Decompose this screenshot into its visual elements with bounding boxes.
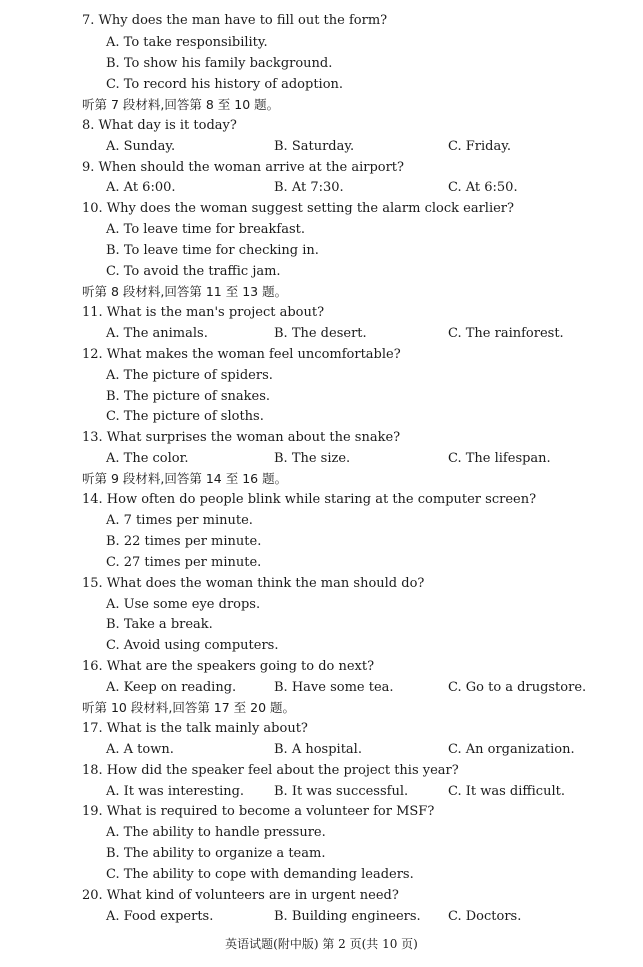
option-17b: B. A hospital. [274, 742, 362, 757]
section-heading-10: 听第 10 段材料,回答第 17 至 20 题。 [82, 700, 296, 715]
option-18b: B. It was successful. [274, 784, 409, 799]
section-heading-7: 听第 7 段材料,回答第 8 至 10 题。 [82, 97, 280, 112]
option-13c: C. The lifespan. [448, 451, 551, 466]
option-13b: B. The size. [274, 451, 351, 466]
question-13: 13. What surprises the woman about the snake? [82, 430, 401, 445]
option-16c: C. Go to a drugstore. [448, 680, 587, 695]
question-11: 11. What is the man's project about? [82, 305, 325, 320]
option-15b: B. Take a break. [106, 617, 213, 632]
option-20c: C. Doctors. [448, 909, 522, 924]
section-heading-8: 听第 8 段材料,回答第 11 至 13 题。 [82, 284, 288, 299]
option-10c: C. To avoid the traffic jam. [106, 264, 281, 279]
question-10: 10. Why does the woman suggest setting the alarm clock earlier? [82, 201, 514, 216]
option-19a: A. The ability to handle pressure. [106, 825, 326, 840]
option-14a: A. 7 times per minute. [106, 513, 253, 528]
option-19c: C. The ability to cope with demanding leaders. [106, 867, 414, 882]
question-9: 9. When should the woman arrive at the airport? [82, 160, 404, 175]
section-heading-9: 听第 9 段材料,回答第 14 至 16 题。 [82, 471, 288, 486]
question-12: 12. What makes the woman feel uncomfortable? [82, 347, 401, 362]
question-8: 8. What day is it today? [82, 118, 237, 133]
option-8c: C. Friday. [448, 139, 511, 154]
option-13a: A. The color. [106, 451, 189, 466]
question-17: 17. What is the talk mainly about? [82, 721, 308, 736]
option-12b: B. The picture of snakes. [106, 389, 271, 404]
option-18a: A. It was interesting. [106, 784, 245, 799]
option-17c: C. An organization. [448, 742, 575, 757]
option-19b: B. The ability to organize a team. [106, 846, 326, 861]
option-7a: A. To take responsibility. [106, 35, 268, 50]
option-12c: C. The picture of sloths. [106, 409, 264, 424]
option-9a: A. At 6:00. [106, 180, 176, 195]
option-20b: B. Building engineers. [274, 909, 421, 924]
option-17a: A. A town. [106, 742, 174, 757]
option-10b: B. To leave time for checking in. [106, 243, 319, 258]
option-20a: A. Food experts. [106, 909, 214, 924]
option-18c: C. It was difficult. [448, 784, 565, 799]
option-11b: B. The desert. [274, 326, 367, 341]
option-14b: B. 22 times per minute. [106, 534, 262, 549]
option-7b: B. To show his family background. [106, 56, 333, 71]
option-15c: C. Avoid using computers. [106, 638, 279, 653]
question-16: 16. What are the speakers going to do next? [82, 659, 375, 674]
option-12a: A. The picture of spiders. [106, 368, 273, 383]
option-7c: C. To record his history of adoption. [106, 77, 344, 92]
question-18: 18. How did the speaker feel about the project this year? [82, 763, 459, 778]
option-9c: C. At 6:50. [448, 180, 518, 195]
question-15: 15. What does the woman think the man should do? [82, 576, 425, 591]
option-11a: A. The animals. [106, 326, 208, 341]
option-10a: A. To leave time for breakfast. [106, 222, 306, 237]
option-8b: B. Saturday. [274, 139, 355, 154]
option-11c: C. The rainforest. [448, 326, 564, 341]
option-9b: B. At 7:30. [274, 180, 344, 195]
question-19: 19. What is required to become a volunteer for MSF? [82, 804, 435, 819]
question-7: 7. Why does the man have to fill out the form? [82, 13, 388, 28]
page-footer: 英语试题(附中版) 第 2 页(共 10 页) [225, 937, 418, 951]
option-14c: C. 27 times per minute. [106, 555, 262, 570]
option-16b: B. Have some tea. [274, 680, 394, 695]
option-15a: A. Use some eye drops. [106, 597, 261, 612]
question-14: 14. How often do people blink while staring at the computer screen? [82, 492, 537, 507]
option-8a: A. Sunday. [106, 139, 176, 154]
option-16a: A. Keep on reading. [106, 680, 237, 695]
question-20: 20. What kind of volunteers are in urgent need? [82, 888, 399, 903]
